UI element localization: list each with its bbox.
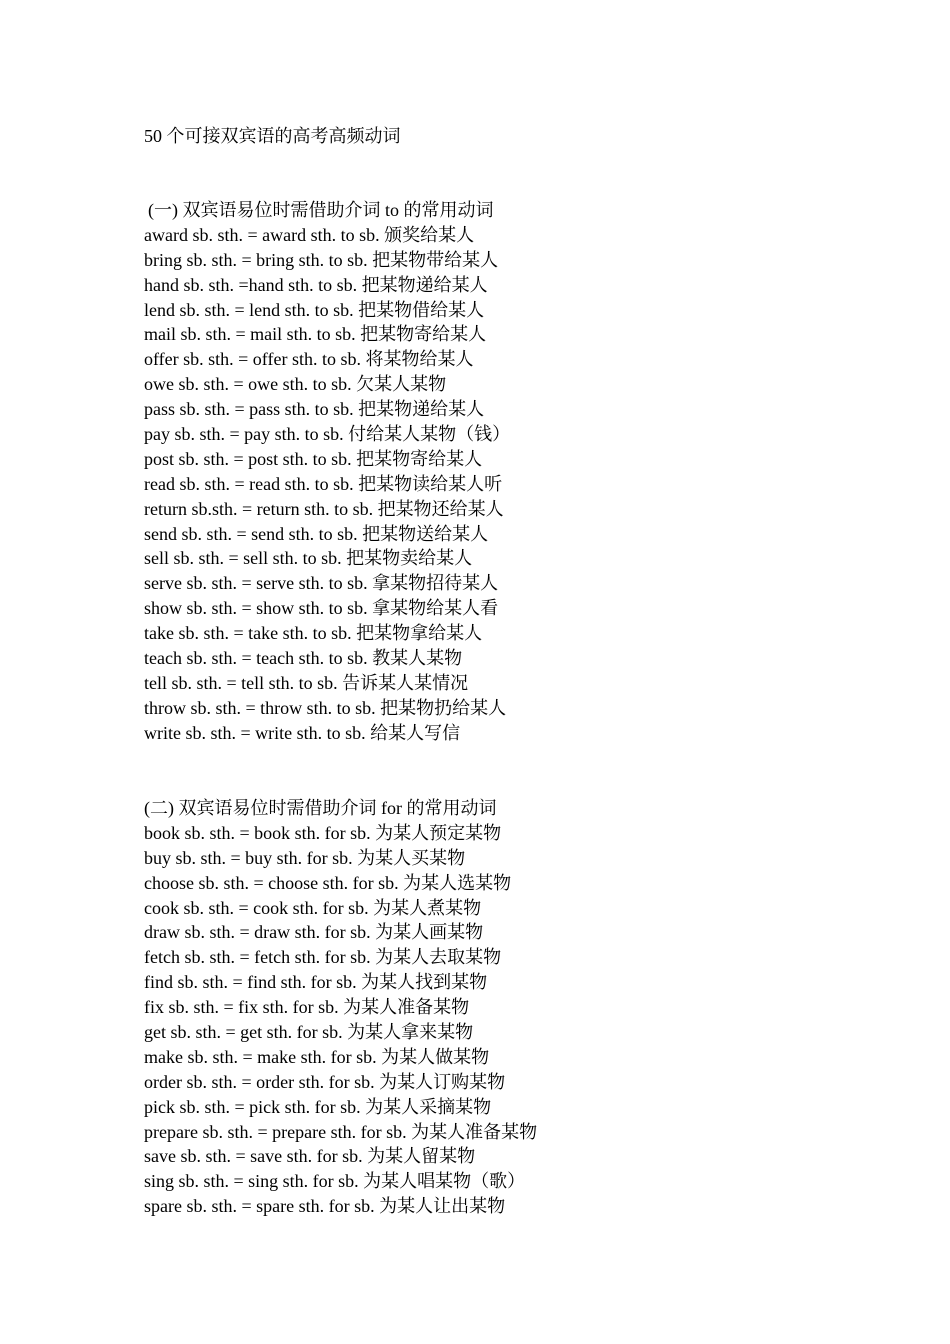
section-heading: (一) 双宾语易位时需借助介词 to 的常用动词: [148, 200, 494, 220]
verb-line: post sb. sth. = post sth. to sb. 把某物寄给某人: [144, 448, 483, 469]
verb-line: cook sb. sth. = cook sth. for sb. 为某人煮某物: [144, 897, 482, 918]
verb-line: offer sb. sth. = offer sth. to sb. 将某物给某人: [144, 349, 474, 370]
document-title: 50 个可接双宾语的高考高频动词: [144, 126, 401, 146]
verb-line: fix sb. sth. = fix sth. for sb. 为某人准备某物: [144, 997, 470, 1018]
verb-line: write sb. sth. = write sth. to sb. 给某人写信: [144, 722, 461, 743]
verb-line: order sb. sth. = order sth. for sb. 为某人订购某物: [144, 1071, 506, 1092]
verb-line: spare sb. sth. = spare sth. for sb. 为某人让出某物: [144, 1196, 506, 1217]
verb-line: award sb. sth. = award sth. to sb. 颁奖给某人: [144, 224, 475, 245]
verb-line: pay sb. sth. = pay sth. to sb. 付给某人某物（钱）: [144, 424, 511, 445]
section-for-verbs: [144, 796, 537, 1219]
verb-line: book sb. sth. = book sth. for sb. 为某人预定某物: [144, 822, 502, 843]
verb-line: read sb. sth. = read sth. to sb. 把某物读给某人听: [144, 473, 503, 494]
verb-line: draw sb. sth. = draw sth. for sb. 为某人画某物: [144, 922, 484, 943]
verb-line: show sb. sth. = show sth. to sb. 拿某物给某人看: [144, 598, 499, 619]
verb-line: serve sb. sth. = serve sth. to sb. 拿某物招待某人: [144, 573, 499, 594]
verb-line: get sb. sth. = get sth. for sb. 为某人拿来某物: [144, 1022, 474, 1043]
verb-line: take sb. sth. = take sth. to sb. 把某物拿给某人: [144, 623, 483, 644]
verb-line: save sb. sth. = save sth. for sb. 为某人留某物: [144, 1146, 476, 1167]
verb-line: buy sb. sth. = buy sth. for sb. 为某人买某物: [144, 847, 466, 868]
verb-line: choose sb. sth. = choose sth. for sb. 为某人选某物: [144, 872, 512, 893]
verb-line: prepare sb. sth. = prepare sth. for sb. 为某人准备某物: [144, 1121, 538, 1142]
verb-line: bring sb. sth. = bring sth. to sb. 把某物带给某人: [144, 249, 499, 270]
verb-line: teach sb. sth. = teach sth. to sb. 教某人某物: [144, 648, 463, 669]
verb-line: make sb. sth. = make sth. for sb. 为某人做某物: [144, 1046, 490, 1067]
verb-line: return sb.sth. = return sth. to sb. 把某物还给某人: [144, 498, 504, 519]
verb-line: tell sb. sth. = tell sth. to sb. 告诉某人某情况: [144, 672, 469, 693]
verb-line: pass sb. sth. = pass sth. to sb. 把某物递给某人: [144, 399, 485, 420]
verb-line: find sb. sth. = find sth. for sb. 为某人找到某物: [144, 972, 488, 993]
verb-line: throw sb. sth. = throw sth. to sb. 把某物扔给某人: [144, 697, 507, 718]
verb-line: hand sb. sth. =hand sth. to sb. 把某物递给某人: [144, 274, 488, 295]
verb-line: fetch sb. sth. = fetch sth. for sb. 为某人去取某物: [144, 947, 502, 968]
verb-line: mail sb. sth. = mail sth. to sb. 把某物寄给某人: [144, 324, 487, 345]
verb-line: sell sb. sth. = sell sth. to sb. 把某物卖给某人: [144, 548, 473, 569]
verb-line: owe sb. sth. = owe sth. to sb. 欠某人某物: [144, 374, 447, 395]
verb-line: pick sb. sth. = pick sth. for sb. 为某人采摘某物: [144, 1096, 492, 1117]
section-heading: (二) 双宾语易位时需借助介词 for 的常用动词: [144, 798, 497, 818]
verb-line: sing sb. sth. = sing sth. for sb. 为某人唱某物（歌）: [144, 1171, 526, 1192]
verb-line: lend sb. sth. = lend sth. to sb. 把某物借给某人: [144, 299, 485, 320]
verb-line: send sb. sth. = send sth. to sb. 把某物送给某人: [144, 523, 489, 544]
section-to-verbs: [144, 198, 510, 746]
